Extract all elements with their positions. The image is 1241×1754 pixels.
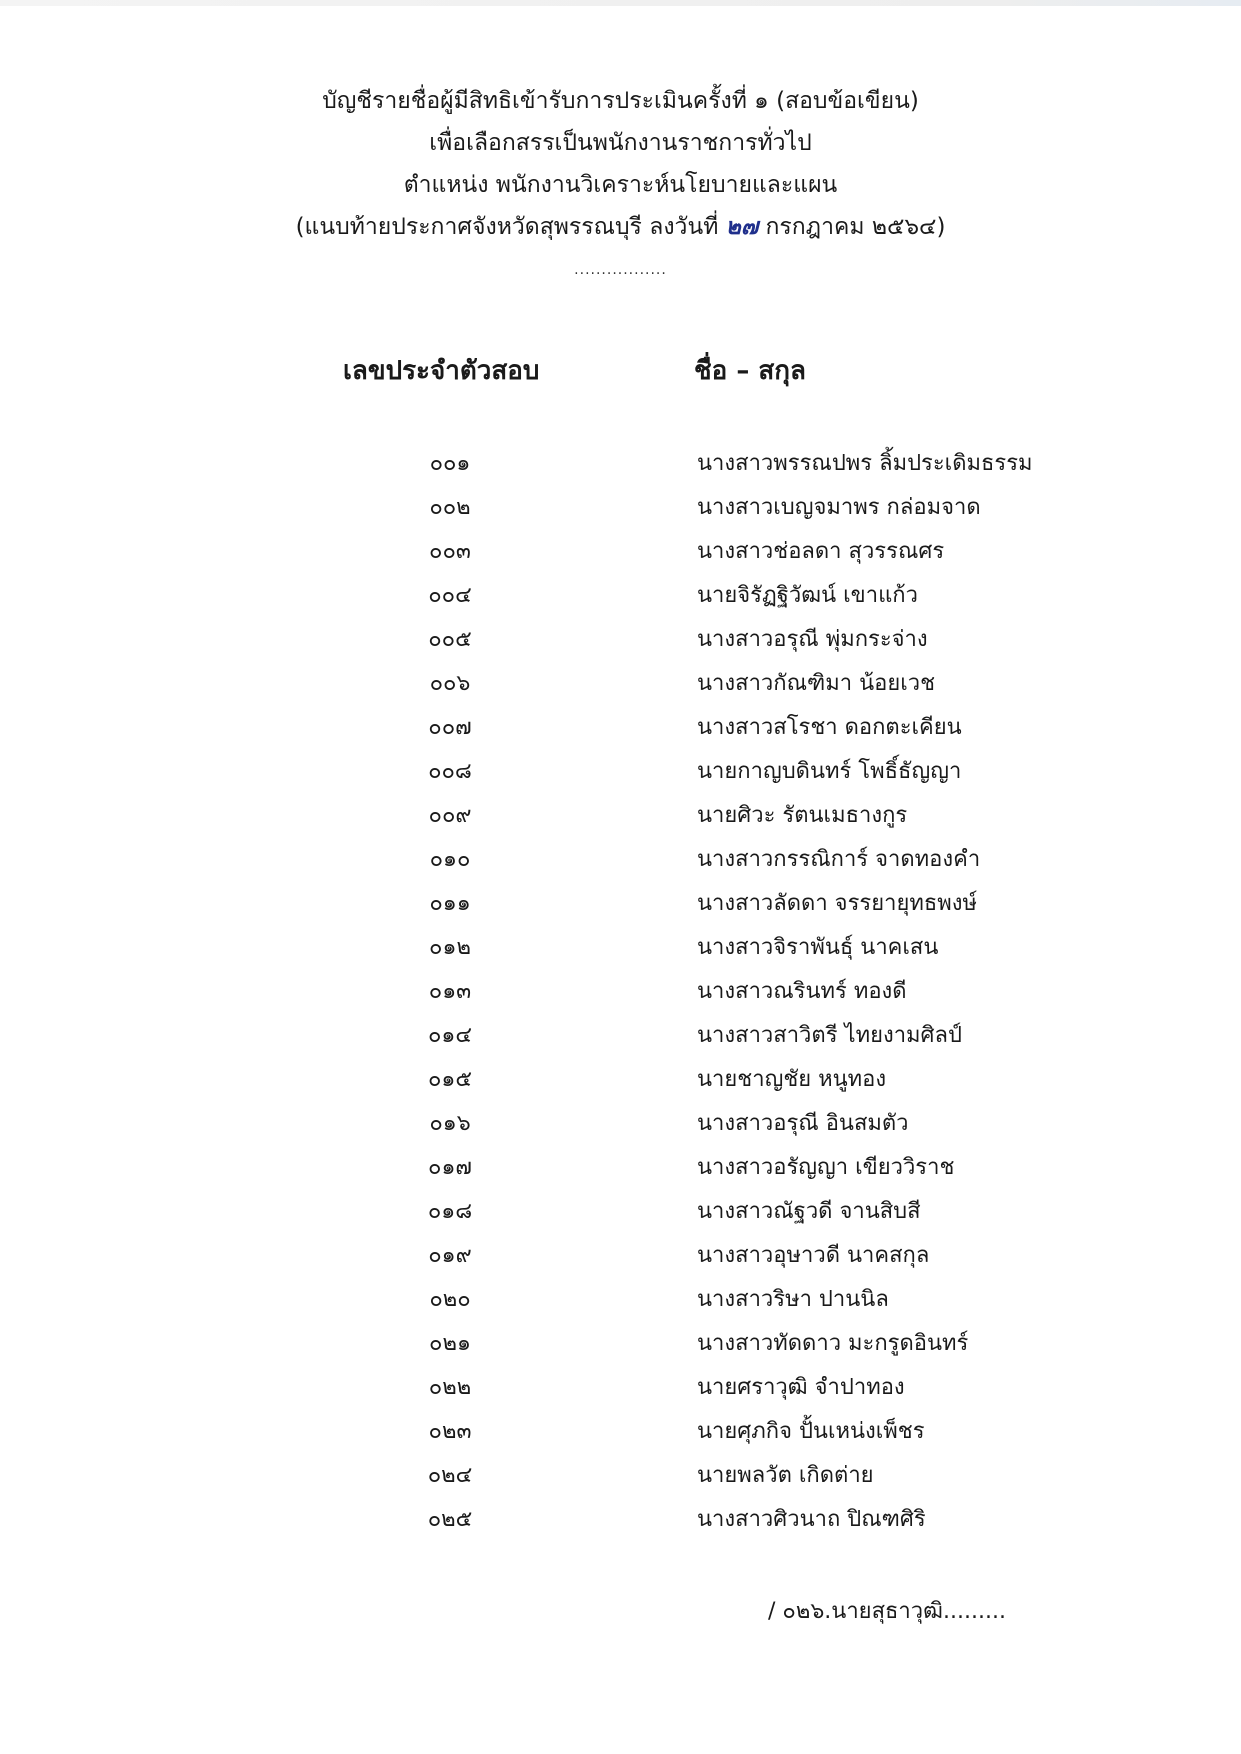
candidate-name: นางสาวริษา ปานนิล bbox=[697, 1287, 889, 1312]
exam-id: ๐๒๓ bbox=[428, 1419, 472, 1444]
candidate-name: นายจิรัฏฐิวัฒน์ เขาแก้ว bbox=[697, 583, 918, 608]
table-row bbox=[0, 1146, 1241, 1190]
candidate-name: นายศิวะ รัตนเมธางกูร bbox=[697, 803, 908, 828]
candidate-name: นางสาวณรินทร์ ทองดี bbox=[697, 979, 907, 1004]
table-row bbox=[0, 838, 1241, 882]
table-row bbox=[0, 1014, 1241, 1058]
candidate-name: นายกาญบดินทร์ โพธิ์ธัญญา bbox=[697, 759, 962, 784]
candidate-name: นางสาวทัดดาว มะกรูดอินทร์ bbox=[697, 1331, 969, 1356]
table-row bbox=[0, 794, 1241, 838]
exam-id: ๐๐๙ bbox=[428, 803, 472, 828]
table-row bbox=[0, 662, 1241, 706]
exam-id: ๐๑๒ bbox=[429, 935, 471, 960]
table-row bbox=[0, 1410, 1241, 1454]
candidate-name: นางสาวณัฐวดี จานสิบสี bbox=[697, 1199, 921, 1224]
document-header bbox=[0, 80, 1241, 248]
table-row bbox=[0, 1058, 1241, 1102]
exam-id: ๐๑๐ bbox=[429, 847, 471, 872]
exam-id: ๐๑๘ bbox=[427, 1199, 473, 1224]
exam-id: ๐๑๕ bbox=[427, 1067, 473, 1092]
table-row bbox=[0, 530, 1241, 574]
exam-id: ๐๐๒ bbox=[429, 495, 471, 520]
candidate-name: นางสาวสโรชา ดอกตะเคียน bbox=[697, 715, 962, 740]
title-line-4 bbox=[0, 206, 1241, 248]
exam-id: ๐๒๑ bbox=[429, 1331, 471, 1356]
candidate-name: นายศราวุฒิ จำปาทอง bbox=[697, 1375, 905, 1400]
exam-id: ๐๒๔ bbox=[427, 1463, 473, 1488]
candidate-name: นางสาวกรรณิการ์ จาดทองคำ bbox=[697, 847, 981, 872]
candidate-name: นางสาวอรุณี พุ่มกระจ่าง bbox=[697, 627, 928, 652]
exam-id: ๐๐๕ bbox=[428, 627, 472, 652]
candidate-name: นางสาวอรัญญา เขียววิราช bbox=[697, 1155, 955, 1180]
exam-id: ๐๐๖ bbox=[429, 671, 471, 696]
exam-id: ๐๑๑ bbox=[429, 891, 471, 916]
column-header-full-name: ชื่อ – สกุล bbox=[694, 356, 806, 386]
handwritten-day: ๒๗ bbox=[725, 213, 759, 240]
title-line-3: ตำแหน่ง พนักงานวิเคราะห์นโยบายและแผน bbox=[403, 172, 838, 198]
continued-next-page: / ๐๒๖.นายสุธาวุฒิ......... bbox=[768, 1599, 1006, 1624]
table-row bbox=[0, 486, 1241, 530]
candidate-name: นายชาญชัย หนูทอง bbox=[697, 1067, 887, 1092]
candidate-name: นางสาวกัณฑิมา น้อยเวช bbox=[697, 671, 936, 696]
scan-edge bbox=[0, 0, 1241, 6]
candidate-name: นางสาวอรุณี อินสมตัว bbox=[697, 1111, 909, 1136]
exam-id: ๐๒๒ bbox=[428, 1375, 472, 1400]
table-row bbox=[0, 750, 1241, 794]
candidate-name: นางสาวศิวนาถ ปิณฑศิริ bbox=[697, 1507, 926, 1532]
candidate-name: นางสาวสาวิตรี ไทยงามศิลป์ bbox=[697, 1023, 962, 1048]
exam-id: ๐๑๙ bbox=[428, 1243, 472, 1268]
candidate-name: นางสาวเบญจมาพร กล่อมจาด bbox=[697, 495, 981, 520]
table-row bbox=[0, 1190, 1241, 1234]
exam-id: ๐๑๓ bbox=[428, 979, 472, 1004]
column-header-exam-id: เลขประจำตัวสอบ bbox=[343, 356, 540, 386]
table-row bbox=[0, 618, 1241, 662]
table-row bbox=[0, 574, 1241, 618]
table-row bbox=[0, 442, 1241, 486]
candidate-list bbox=[0, 442, 1241, 1542]
exam-id: ๐๐๔ bbox=[428, 583, 472, 608]
candidate-name: นางสาวอุษาวดี นาคสกุล bbox=[697, 1243, 930, 1268]
exam-id: ๐๐๓ bbox=[429, 539, 471, 564]
candidate-name: นางสาวพรรณปพร ลิ้มประเดิมธรรม bbox=[697, 451, 1033, 476]
exam-id: ๐๑๖ bbox=[429, 1111, 471, 1136]
candidate-name: นางสาวช่อลดา สุวรรณศร bbox=[697, 539, 945, 564]
table-row bbox=[0, 926, 1241, 970]
table-row bbox=[0, 882, 1241, 926]
title-line-2: เพื่อเลือกสรรเป็นพนักงานราชการทั่วไป bbox=[429, 130, 812, 156]
candidate-name: นางสาวจิราพันธุ์ นาคเสน bbox=[697, 935, 939, 960]
title-line-1: บัญชีรายชื่อผู้มีสิทธิเข้ารับการประเมินครั้งที่ ๑ (สอบข้อเขียน) bbox=[322, 88, 919, 114]
exam-id: ๐๑๗ bbox=[428, 1155, 472, 1180]
table-row bbox=[0, 1278, 1241, 1322]
separator-dots: ................. bbox=[574, 262, 667, 278]
exam-id: ๐๒๕ bbox=[427, 1507, 473, 1532]
table-row bbox=[0, 1498, 1241, 1542]
candidate-name: นางสาวลัดดา จรรยายุทธพงษ์ bbox=[697, 891, 978, 916]
table-row bbox=[0, 1234, 1241, 1278]
announcement-suffix: กรกฎาคม ๒๕๖๔) bbox=[765, 214, 946, 240]
candidate-name: นายศุภกิจ ปั้นเหน่งเพ็ชร bbox=[697, 1419, 925, 1444]
exam-id: ๐๒๐ bbox=[429, 1287, 471, 1312]
candidate-name: นายพลวัต เกิดต่าย bbox=[697, 1463, 874, 1488]
table-row bbox=[0, 1322, 1241, 1366]
table-row bbox=[0, 1102, 1241, 1146]
table-row bbox=[0, 1366, 1241, 1410]
exam-id: ๐๐๘ bbox=[428, 759, 472, 784]
exam-id: ๐๑๔ bbox=[427, 1023, 473, 1048]
announcement-prefix: (แนบท้ายประกาศจังหวัดสุพรรณบุรี ลงวันที่ bbox=[295, 214, 719, 240]
exam-id: ๐๐๗ bbox=[428, 715, 472, 740]
exam-id: ๐๐๑ bbox=[429, 451, 471, 476]
table-row bbox=[0, 706, 1241, 750]
table-row bbox=[0, 1454, 1241, 1498]
table-row bbox=[0, 970, 1241, 1014]
